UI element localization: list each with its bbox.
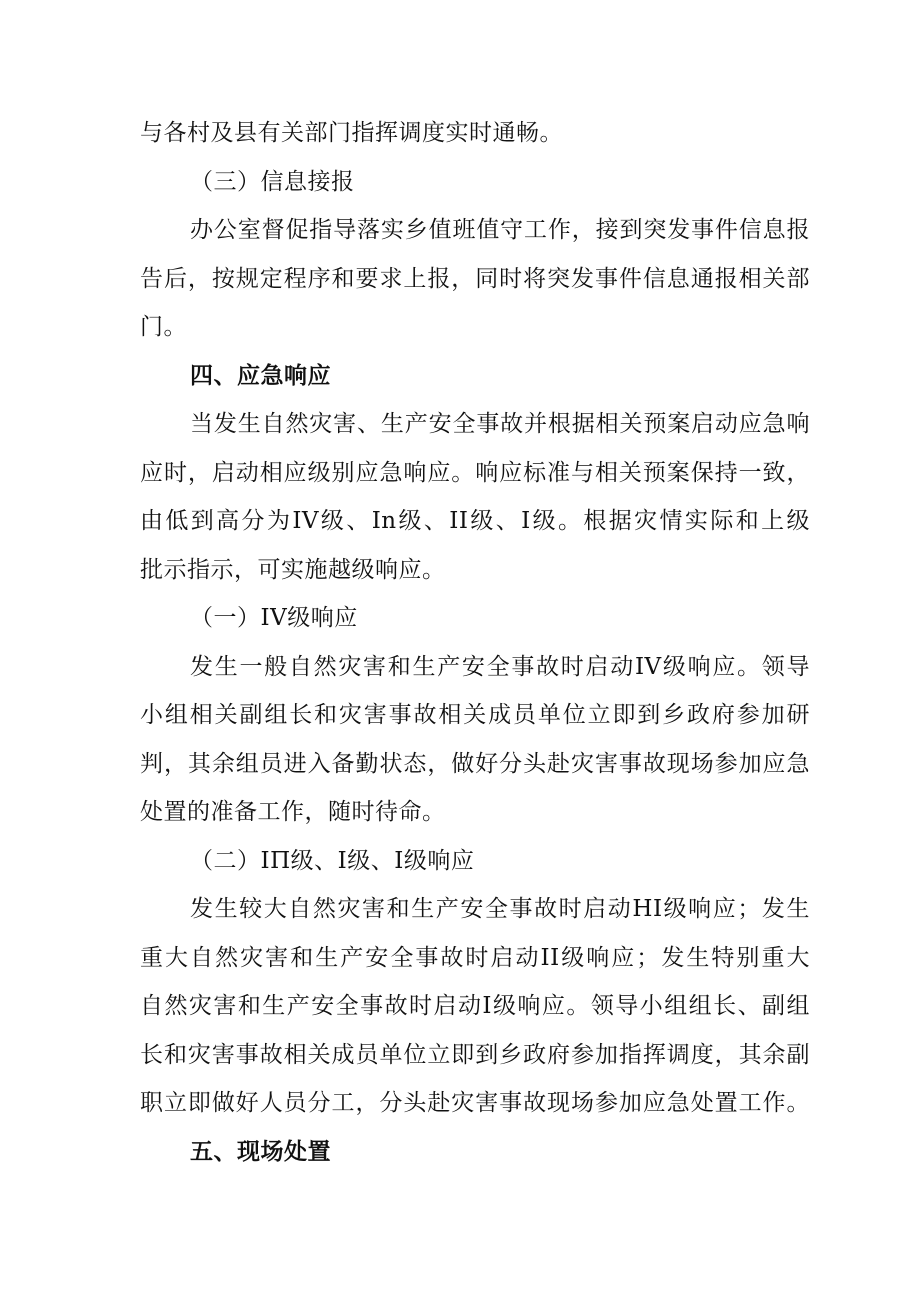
section-heading-onsite-disposal: 五、现场处置	[190, 1139, 331, 1165]
paragraph-line: 门。	[140, 314, 187, 340]
paragraph-line: 应时，启动相应级别应急响应。响应标准与相关预案保持一致，	[140, 460, 810, 486]
subheading-info-report: （三）信息接报	[190, 169, 355, 195]
paragraph-line: 发生较大自然灾害和生产安全事故时启动HI级响应；发生	[190, 896, 810, 922]
paragraph-line: 由低到高分为IV级、In级、II级、I级。根据灾情实际和上级	[140, 508, 810, 534]
paragraph-line: 批示指示，可实施越级响应。	[140, 557, 446, 583]
paragraph-line: 办公室督促指导落实乡值班值守工作，接到突发事件信息报	[190, 217, 810, 243]
paragraph-line: 小组相关副组长和灾害事故相关成员单位立即到乡政府参加研	[140, 702, 810, 728]
paragraph-line: 发生一般自然灾害和生产安全事故时启动IV级响应。领导	[190, 654, 810, 680]
paragraph-line: 职立即做好人员分工，分头赴灾害事故现场参加应急处置工作。	[140, 1090, 810, 1116]
subheading-level-iv-response: （一）IV级响应	[190, 605, 358, 631]
section-heading-emergency-response: 四、应急响应	[190, 363, 331, 389]
paragraph-line: 处置的准备工作，随时待命。	[140, 799, 446, 825]
paragraph-line: 告后，按规定程序和要求上报，同时将突发事件信息通报相关部	[140, 266, 810, 292]
paragraph-line: 与各村及县有关部门指挥调度实时通畅。	[140, 120, 563, 146]
paragraph-line: 判，其余组员进入备勤状态，做好分头赴灾害事故现场参加应急	[140, 751, 810, 777]
paragraph-line: 长和灾害事故相关成员单位立即到乡政府参加指挥调度，其余副	[140, 1042, 810, 1068]
paragraph-line: 重大自然灾害和生产安全事故时启动II级响应；发生特别重大	[140, 945, 810, 971]
paragraph-line: 当发生自然灾害、生产安全事故并根据相关预案启动应急响	[190, 411, 810, 437]
paragraph-line: 自然灾害和生产安全事故时启动I级响应。领导小组组长、副组	[140, 993, 810, 1019]
subheading-level-iii-ii-i-response: （二）IΠ级、I级、I级响应	[190, 848, 475, 874]
